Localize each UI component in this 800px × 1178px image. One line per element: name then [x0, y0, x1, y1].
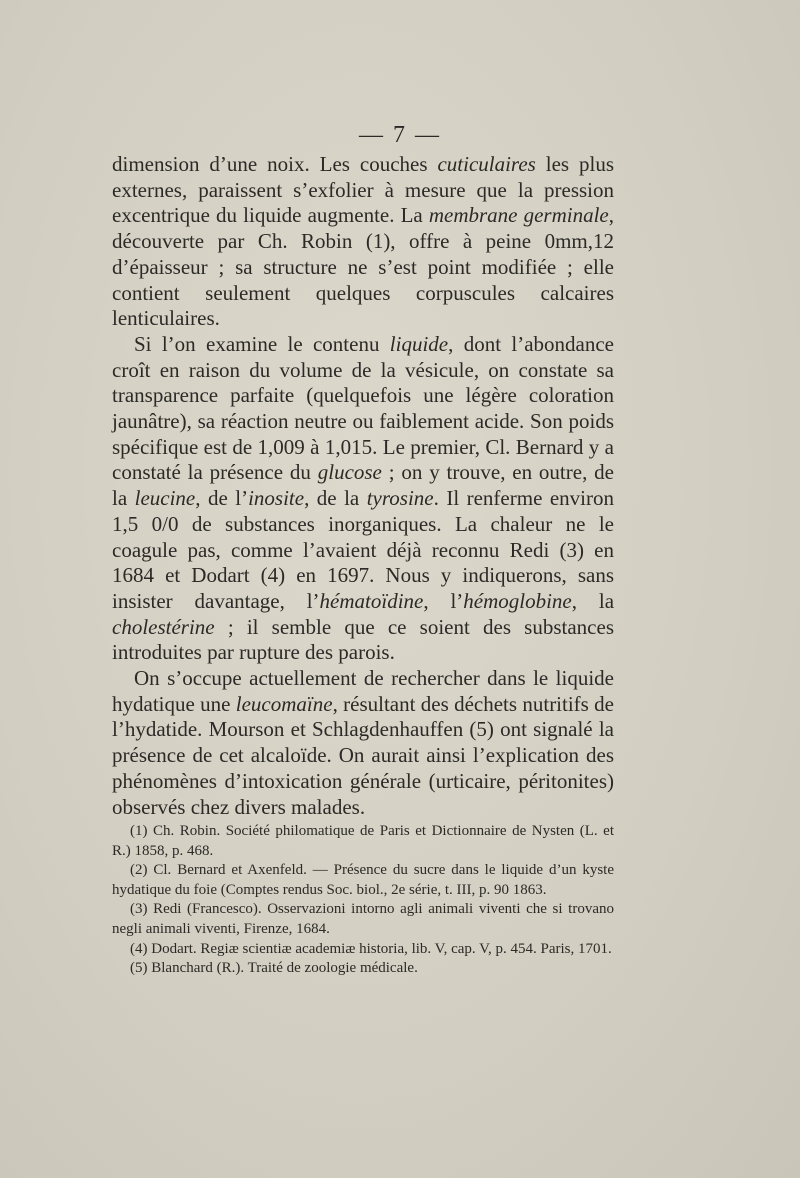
text-run: dimension d’une noix. Les couches — [112, 152, 438, 176]
page-number: — 7 — — [359, 122, 441, 148]
text-run: , de la — [304, 486, 367, 511]
italic-term: tyrosine — [366, 486, 434, 511]
text-run: , de l’ — [195, 486, 249, 511]
italic-term: inosite — [248, 486, 305, 511]
italic-term: liquide — [389, 331, 449, 356]
italic-term: leucomaïne — [235, 691, 333, 716]
paragraph — [112, 152, 614, 332]
footnote: (5) Blanchard (R.). Traité de zoologie médicale. — [130, 960, 418, 977]
italic-term: glucose — [317, 460, 382, 485]
paragraph — [112, 332, 614, 666]
footnote: (4) Dodart. Regiæ scientiæ academiæ historia, lib. V, cap. V, p. 454. Paris, 1701. — [130, 940, 612, 957]
italic-term: cuticulaires — [437, 152, 536, 176]
text-run: , l’ — [423, 588, 464, 613]
text-run: ; il semble que ce soient des substances introduites par rupture des parois. — [112, 614, 614, 665]
text-run: , la — [571, 588, 615, 613]
text-run: , résultant des déchets nutritifs de l’hydatide. Mourson et Schlagdenhauffen (5) ont signalé la présence de cet alcaloïde. On aurait ainsi l’explication des phénomènes d’intoxication générale (urticaire, péritonites) observés chez divers malades. — [112, 691, 614, 819]
text-run: ; on y trouve, en outre, de la — [112, 460, 614, 511]
italic-term: cholestérine — [112, 614, 215, 639]
text-run: Si l’on examine le contenu — [134, 331, 390, 356]
footnote: (3) Redi (Francesco). Osservazioni intorno agli animali viventi che si trovano negli animali viventi, Firenze, 1684. — [112, 901, 614, 937]
footnote: (1) Ch. Robin. Société philomatique de Paris et Dictionnaire de Nysten (L. et R.) 1858, p. 468. — [112, 823, 614, 859]
text-run: , découverte par Ch. Robin (1), offre à peine 0mm,12 d’épaisseur ; sa structure ne s’est point modifiée ; elle contient seulement quelques corpuscules calcaires lenticulaires. — [112, 203, 614, 331]
text-run: On s’occupe actuellement de rechercher dans le liquide hydatique une — [112, 666, 614, 716]
footnote: (2) Cl. Bernard et Axenfeld. — Présence du sucre dans le liquide d’un kyste hydatique du foie (Comptes rendus Soc. biol., 2e série, t. III, p. 90 1863. — [112, 862, 614, 898]
italic-term: membrane germinale — [428, 203, 609, 228]
italic-term: hématoïdine — [319, 588, 424, 613]
text-run: , dont l’abondance croît en raison du volume de la vésicule, on constate sa transparence parfaite (quelquefois une légère coloration jaunâtre), sa réaction neutre ou faiblement acide. Son poids spécifique est de 1,009 à 1,015. Le premier, Cl. Bernard y a constaté la présence du — [112, 331, 614, 485]
italic-term: leucine — [134, 486, 196, 511]
footnotes — [112, 822, 614, 979]
text-run: . Il renferme environ 1,5 0/0 de substances inorganiques. La chaleur ne le coagule pas, comme l’avaient déjà reconnu Redi (3) en 1684 et Dodart (4) en 1697. Nous y indiquerons, sans insister davantage, l’ — [112, 486, 614, 613]
text-run: les plus externes, paraissent s’exfolier à mesure que la pression excentrique du liquide augmente. La — [112, 152, 614, 228]
paragraph — [112, 666, 614, 820]
italic-term: hémoglobine — [463, 588, 572, 613]
body-text — [112, 152, 614, 820]
